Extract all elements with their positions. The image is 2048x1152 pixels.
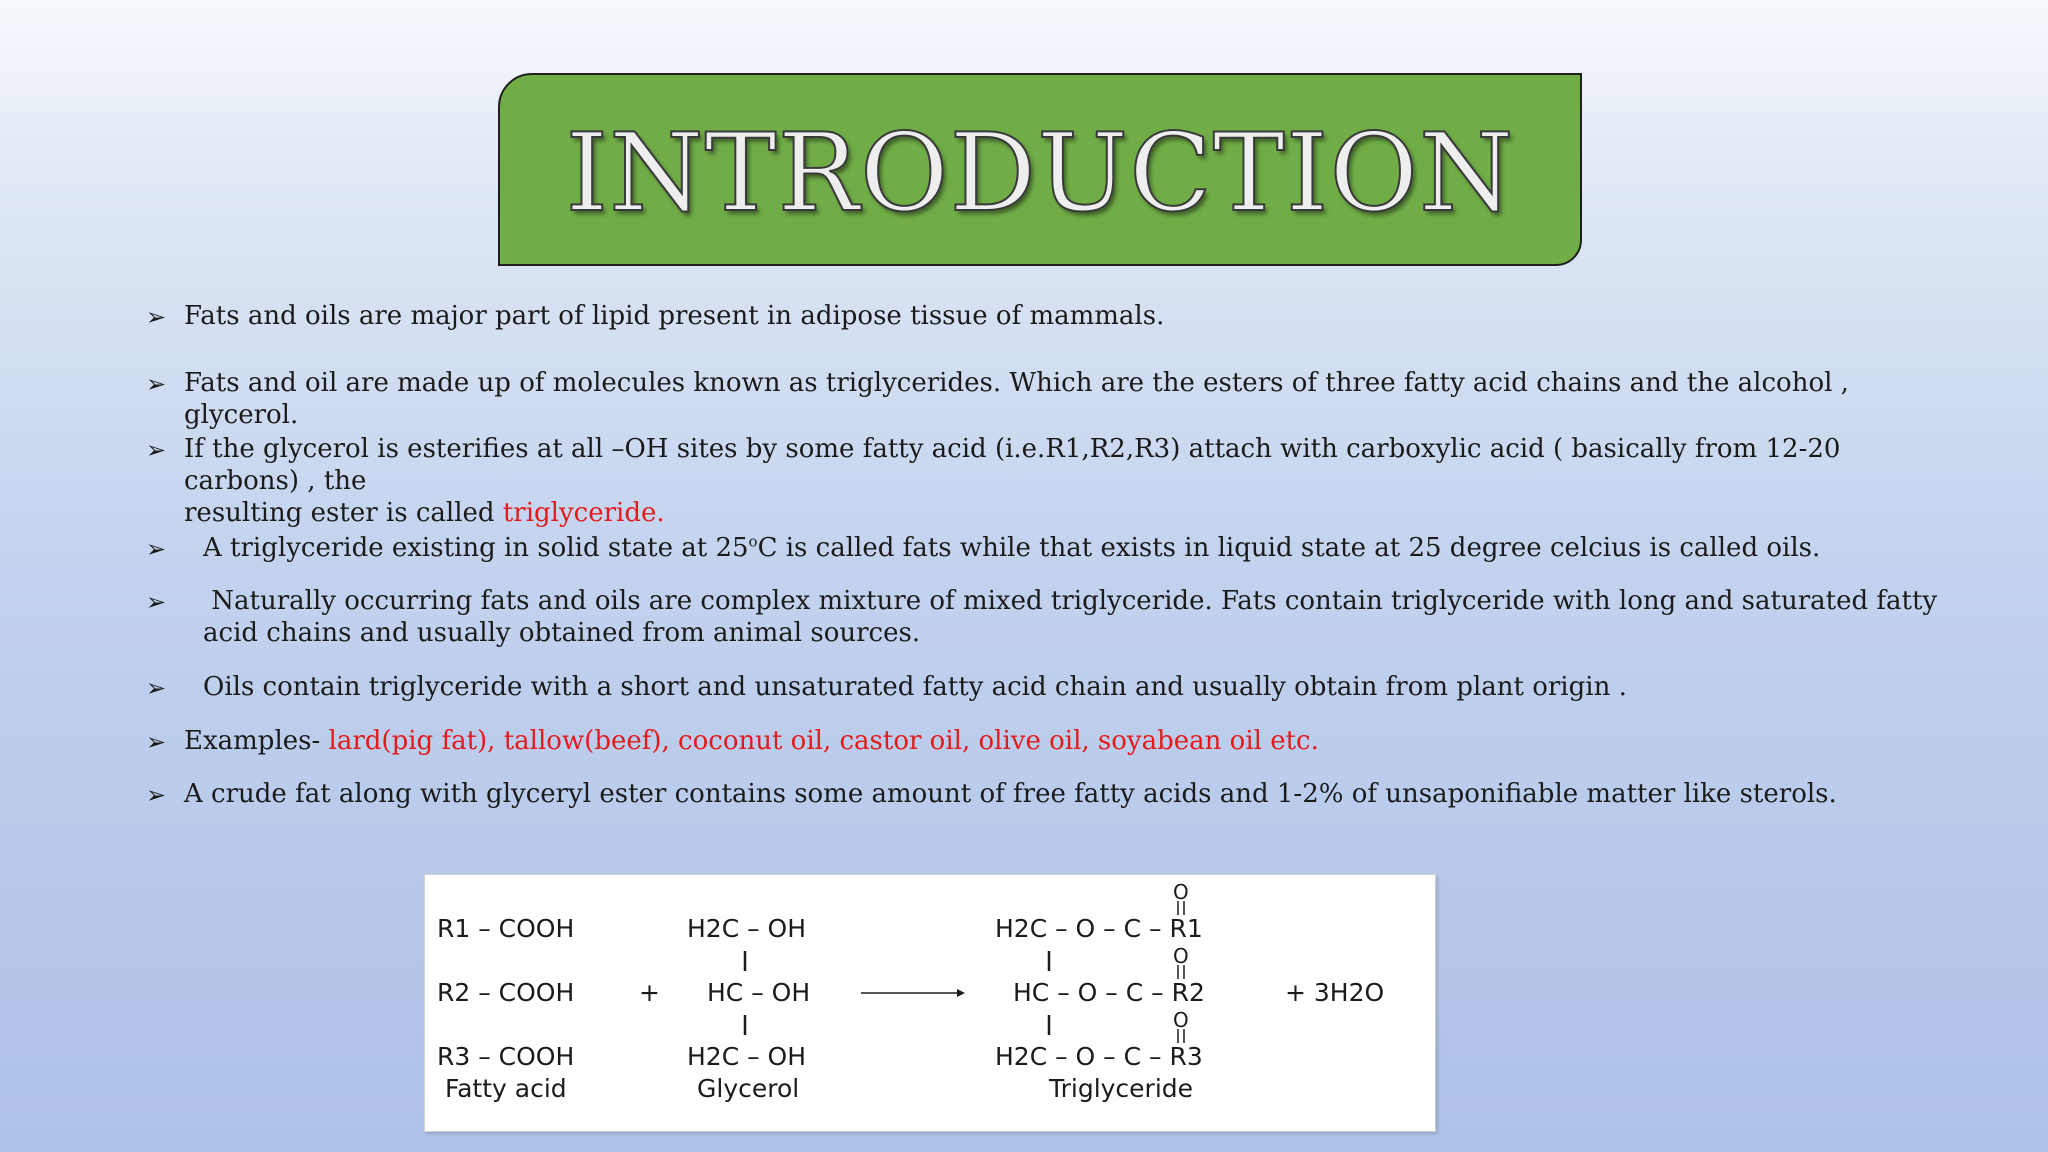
bullet-arrow-icon: ➢	[146, 370, 167, 398]
bullet-text-line2: acid chains and usually obtained from animal sources.	[203, 618, 921, 648]
fatty-acid-1: R1 – COOH	[437, 914, 575, 943]
water-product: + 3H2O	[1285, 978, 1385, 1007]
bullet-text: Examples-	[184, 726, 329, 756]
reaction-arrow-icon	[957, 989, 965, 997]
glycerol-row-3: H2C – OH	[687, 1042, 807, 1071]
bullet-arrow-icon: ➢	[146, 728, 167, 756]
bullet-text-line2: resulting ester is called	[184, 498, 503, 528]
caption-fatty-acid: Fatty acid	[445, 1074, 567, 1103]
bullet-text-line1: Naturally occurring fats and oils are complex mixture of mixed triglyceride. Fats contain triglyceride with long and saturated fatty	[203, 586, 1938, 616]
plus-sign: +	[639, 978, 660, 1007]
fatty-acid-2: R2 – COOH	[437, 978, 575, 1007]
slide-title: INTRODUCTION	[565, 110, 1515, 236]
carbonyl-oxygen-3: O	[1173, 1008, 1189, 1032]
bullet-arrow-icon: ➢	[146, 303, 167, 331]
fatty-acid-3: R3 – COOH	[437, 1042, 575, 1071]
bullet-text: A crude fat along with glyceryl ester contains some amount of free fatty acids and 1-2% of unsaponifiable matter like sterols.	[184, 779, 1837, 809]
examples-list: lard(pig fat), tallow(beef), coconut oil, castor oil, olive oil, soyabean oil etc.	[328, 726, 1319, 756]
bullet-arrow-icon: ➢	[146, 535, 167, 563]
caption-glycerol: Glycerol	[697, 1074, 800, 1103]
bullet-text-rest: C is called fats while that exists in liquid state at 25 degree celcius is called oils.	[757, 533, 1821, 563]
carbonyl-oxygen-1: O	[1173, 880, 1189, 904]
bullet-arrow-icon: ➢	[146, 436, 167, 464]
degree-superscript: o	[748, 532, 758, 551]
bullet-text-line1: If the glycerol is esterifies at all –OH sites by some fatty acid (i.e.R1,R2,R3) attach with carboxylic acid ( basically from 12-20 carbons) , the	[184, 434, 1841, 496]
bullet-text: A triglyceride existing in solid state at 25	[203, 533, 749, 563]
bullet-text: Fats and oil are made up of molecules known as triglycerides. Which are the esters of three fatty acid chains and the alcohol , glycerol.	[184, 368, 1849, 430]
glycerol-row-2: HC – OH	[707, 978, 811, 1007]
title-banner	[498, 73, 1582, 266]
glycerol-row-1: H2C – OH	[687, 914, 807, 943]
bullet-arrow-icon: ➢	[146, 674, 167, 702]
carbonyl-oxygen-2: O	[1173, 944, 1189, 968]
bullet-text: Oils contain triglyceride with a short and unsaturated fatty acid chain and usually obtain from plant origin .	[203, 672, 1627, 702]
bullet-arrow-icon: ➢	[146, 588, 167, 616]
caption-triglyceride: Triglyceride	[1049, 1074, 1194, 1103]
bullet-text: Fats and oils are major part of lipid present in adipose tissue of mammals.	[184, 301, 1165, 331]
esterification-diagram	[424, 874, 1436, 1132]
highlight-term: triglyceride.	[502, 498, 665, 528]
triglyceride-row-1: H2C – O – C – R1	[995, 914, 1203, 943]
triglyceride-row-2: HC – O – C – R2	[1013, 978, 1205, 1007]
bullet-arrow-icon: ➢	[146, 781, 167, 809]
triglyceride-row-3: H2C – O – C – R3	[995, 1042, 1203, 1071]
